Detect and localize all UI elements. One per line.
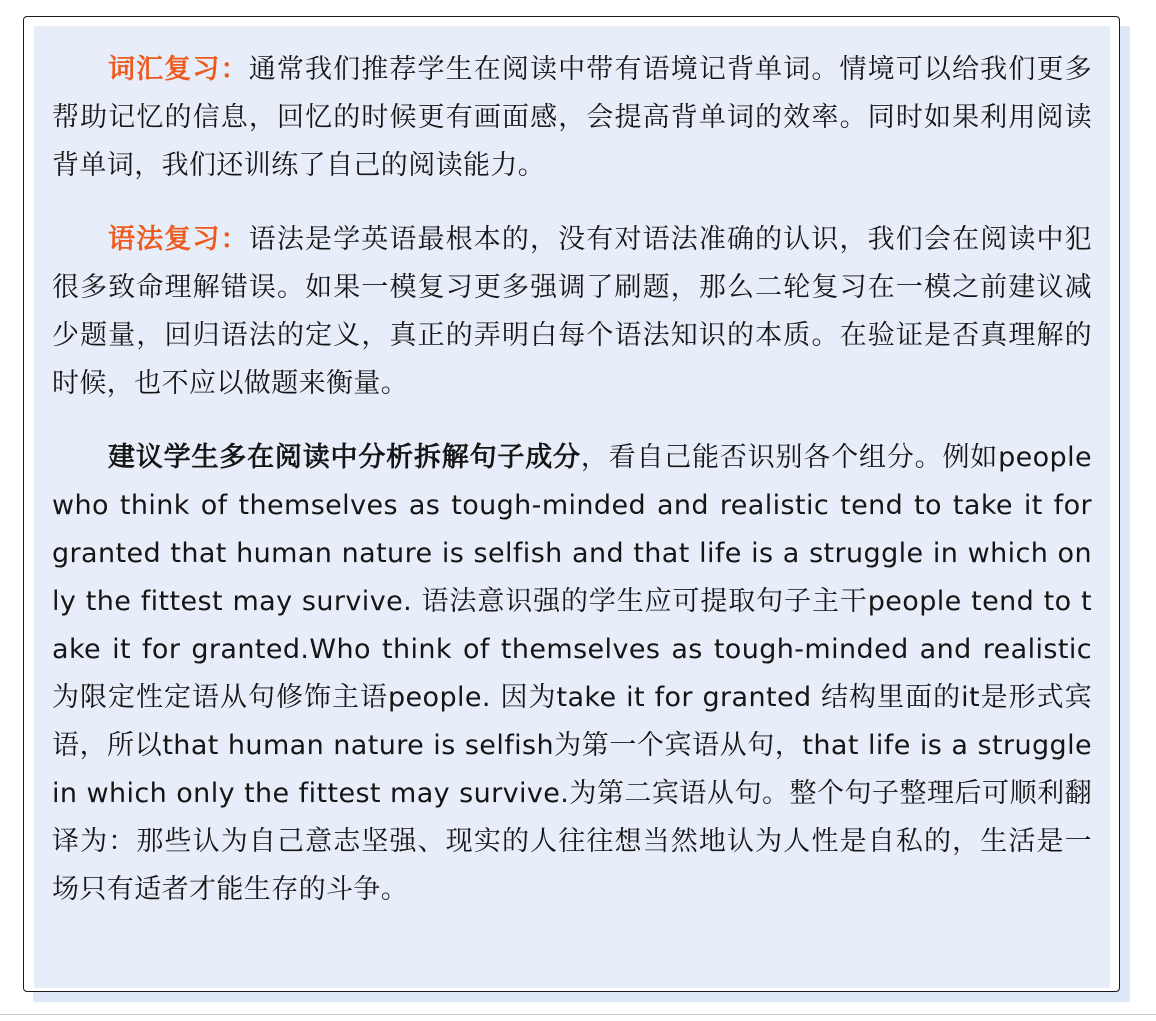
grammar-review-text: 语法是学英语最根本的，没有对语法准确的认识，我们会在阅读中犯很多致命理解错误。如果一模复习更多强调了刷题，那么二轮复习在一模之前建议减少题量，回归语法的定义，真正的弄明白每个语法知识的本质。在验证是否真理解的时候，也不应以做题来衡量。 — [52, 224, 1093, 399]
sentence-analysis-text: ，看自己能否识别各个组分。例如people who think of themselves as tough-minded and realistic tend to take it for granted that human nature is selfish and that life is a struggle in which only the fittest may survive. 语法意识强的学生应可提取句子主干people tend to take it for granted.Who think of themselves as tough-minded and realistic为限定性定语从句修饰主语people. 因为take it for granted 结构里面的it是形式宾语，所以that human nature is selfish为第一个宾语从句，that life is a struggle in which only the fittest may survive.为第二宾语从句。整个句子整理后可顺利翻译为：那些认为自己意志坚强、现实的人往往想当然地认为人性是自私的，生活是一场只有适者才能生存的斗争。 — [52, 442, 1092, 905]
vocabulary-review-label: 词汇复习： — [108, 54, 249, 85]
bottom-divider — [0, 1014, 1156, 1015]
sentence-analysis-label: 建议学生多在阅读中分析拆解句子成分 — [108, 442, 581, 473]
paragraph-sentence-analysis — [52, 434, 1092, 914]
vocabulary-review-text: 通常我们推荐学生在阅读中带有语境记背单词。情境可以给我们更多帮助记忆的信息，回忆的时候更有画面感，会提高背单词的效率。同时如果利用阅读背单词，我们还训练了自己的阅读能力。 — [52, 54, 1093, 181]
paragraph-grammar-review — [52, 216, 1092, 408]
text-area — [52, 46, 1092, 914]
grammar-review-label: 语法复习： — [108, 224, 249, 255]
paragraph-vocabulary-review — [52, 46, 1092, 190]
content-panel — [34, 26, 1110, 988]
